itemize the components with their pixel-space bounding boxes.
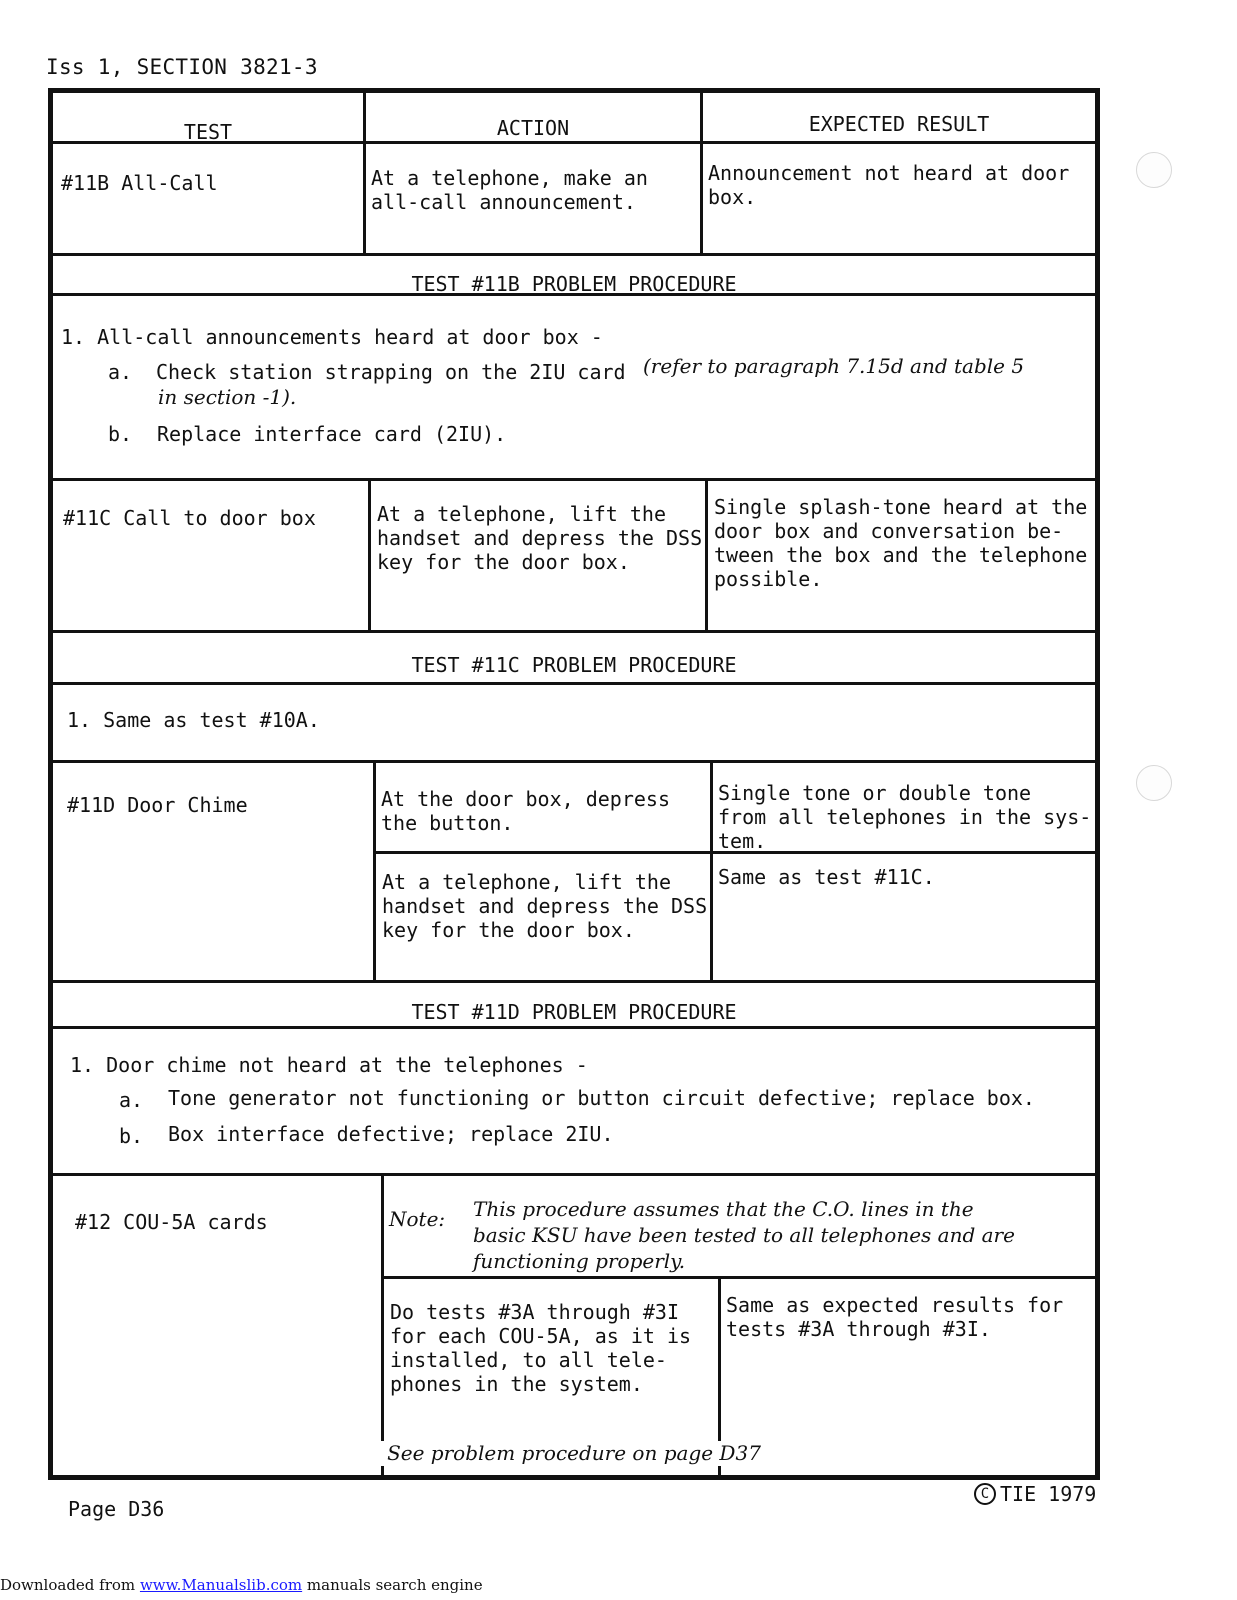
test-11d-action1-line: the button.: [381, 811, 514, 835]
copyright-icon: C: [974, 1483, 996, 1505]
test-11c-result-line: possible.: [714, 567, 823, 591]
test-12-note-line: functioning properly.: [473, 1249, 686, 1273]
test-12-action-line: installed, to all tele-: [390, 1348, 667, 1372]
test-11b-action-line: all-call announcement.: [371, 190, 636, 214]
test-11c-name: #11C Call to door box: [63, 506, 316, 530]
test-11c-action-line: key for the door box.: [377, 550, 630, 574]
test-11b-procedure-item: 1. All-call announcements heard at door box -: [61, 325, 603, 349]
test-11b-sub-a-text: Check station strapping on the 2IU card: [156, 360, 626, 384]
test-12-note-line: basic KSU have been tested to all telephones and are: [473, 1223, 1015, 1247]
test-11b-sub-a-note: (refer to paragraph 7.15d and table 5: [643, 354, 1025, 378]
test-11d-sub-b-marker: b.: [119, 1124, 144, 1148]
test-11c-action-line: handset and depress the DSS: [377, 526, 703, 550]
test-12-result-line: tests #3A through #3I.: [726, 1317, 991, 1341]
copyright: [974, 1482, 1096, 1506]
test-12-action-line: phones in the system.: [390, 1372, 643, 1396]
test-11d-result2-line: Same as test #11C.: [718, 865, 935, 889]
test-12-result-line: Same as expected results for: [726, 1293, 1064, 1317]
column-header-test: TEST: [183, 120, 233, 144]
test-11c-procedure-title: TEST #11C PROBLEM PROCEDURE: [411, 653, 737, 677]
test-11c-result-line: tween the box and the telephone: [714, 543, 1088, 567]
test-11b-action-line: At a telephone, make an: [371, 166, 648, 190]
copyright-text: TIE 1979: [1000, 1482, 1097, 1506]
test-11b-sub-b-marker: b.: [108, 422, 133, 446]
column-header-action: ACTION: [496, 116, 570, 140]
test-11d-result1-line: Single tone or double tone: [718, 781, 1032, 805]
test-11d-sub-a-text: Tone generator not functioning or button circuit defective; replace box.: [168, 1086, 1035, 1110]
manualslib-link[interactable]: www.Manualslib.com: [139, 1576, 303, 1594]
test-11b-sub-a-marker: a.: [108, 360, 133, 384]
test-12-see-reference: See problem procedure on page D37: [53, 1441, 1095, 1466]
test-11c-action-line: At a telephone, lift the: [377, 502, 666, 526]
test-11c-result-line: door box and conversation be-: [714, 519, 1064, 543]
test-table: [48, 88, 1100, 1480]
test-11c-procedure-item: 1. Same as test #10A.: [67, 708, 320, 732]
test-11d-action2-line: At a telephone, lift the: [382, 870, 671, 894]
test-11d-sub-b-text: Box interface defective; replace 2IU.: [168, 1122, 614, 1146]
test-11c-result-line: Single splash-tone heard at the: [714, 495, 1088, 519]
test-12-action-line: Do tests #3A through #3I: [390, 1300, 679, 1324]
test-11d-name: #11D Door Chime: [67, 793, 248, 817]
test-11d-action1-line: At the door box, depress: [381, 787, 670, 811]
test-12-action-line: for each COU-5A, as it is: [390, 1324, 692, 1348]
test-12-name: #12 COU-5A cards: [75, 1210, 268, 1234]
test-12-note-label: Note:: [389, 1207, 446, 1231]
test-11b-name: #11B All-Call: [61, 171, 218, 195]
test-11d-procedure-item: 1. Door chime not heard at the telephones -: [70, 1053, 588, 1077]
test-11d-sub-a-marker: a.: [119, 1088, 144, 1112]
punch-hole: [1136, 765, 1172, 801]
test-11d-result1-line: tem.: [718, 829, 767, 853]
section-header: Iss 1, SECTION 3821-3: [46, 55, 318, 79]
test-11d-action2-line: key for the door box.: [382, 918, 635, 942]
test-11d-procedure-title: TEST #11D PROBLEM PROCEDURE: [411, 1000, 737, 1024]
test-11b-sub-b-text: Replace interface card (2IU).: [157, 422, 507, 446]
test-11b-result-line: box.: [708, 185, 757, 209]
test-12-note-line: This procedure assumes that the C.O. lines in the: [473, 1197, 974, 1221]
test-11b-procedure-title: TEST #11B PROBLEM PROCEDURE: [411, 272, 737, 296]
punch-hole: [1136, 152, 1172, 188]
download-credit: Downloaded from www.Manualslib.com manuals search engine: [0, 1576, 483, 1594]
test-11d-action2-line: handset and depress the DSS: [382, 894, 708, 918]
test-11b-sub-a-note: in section -1).: [158, 385, 297, 409]
test-11d-result1-line: from all telephones in the sys-: [718, 805, 1092, 829]
column-header-expected-result: EXPECTED RESULT: [808, 112, 990, 136]
page-number: Page D36: [68, 1497, 165, 1521]
test-11b-result-line: Announcement not heard at door: [708, 161, 1070, 185]
